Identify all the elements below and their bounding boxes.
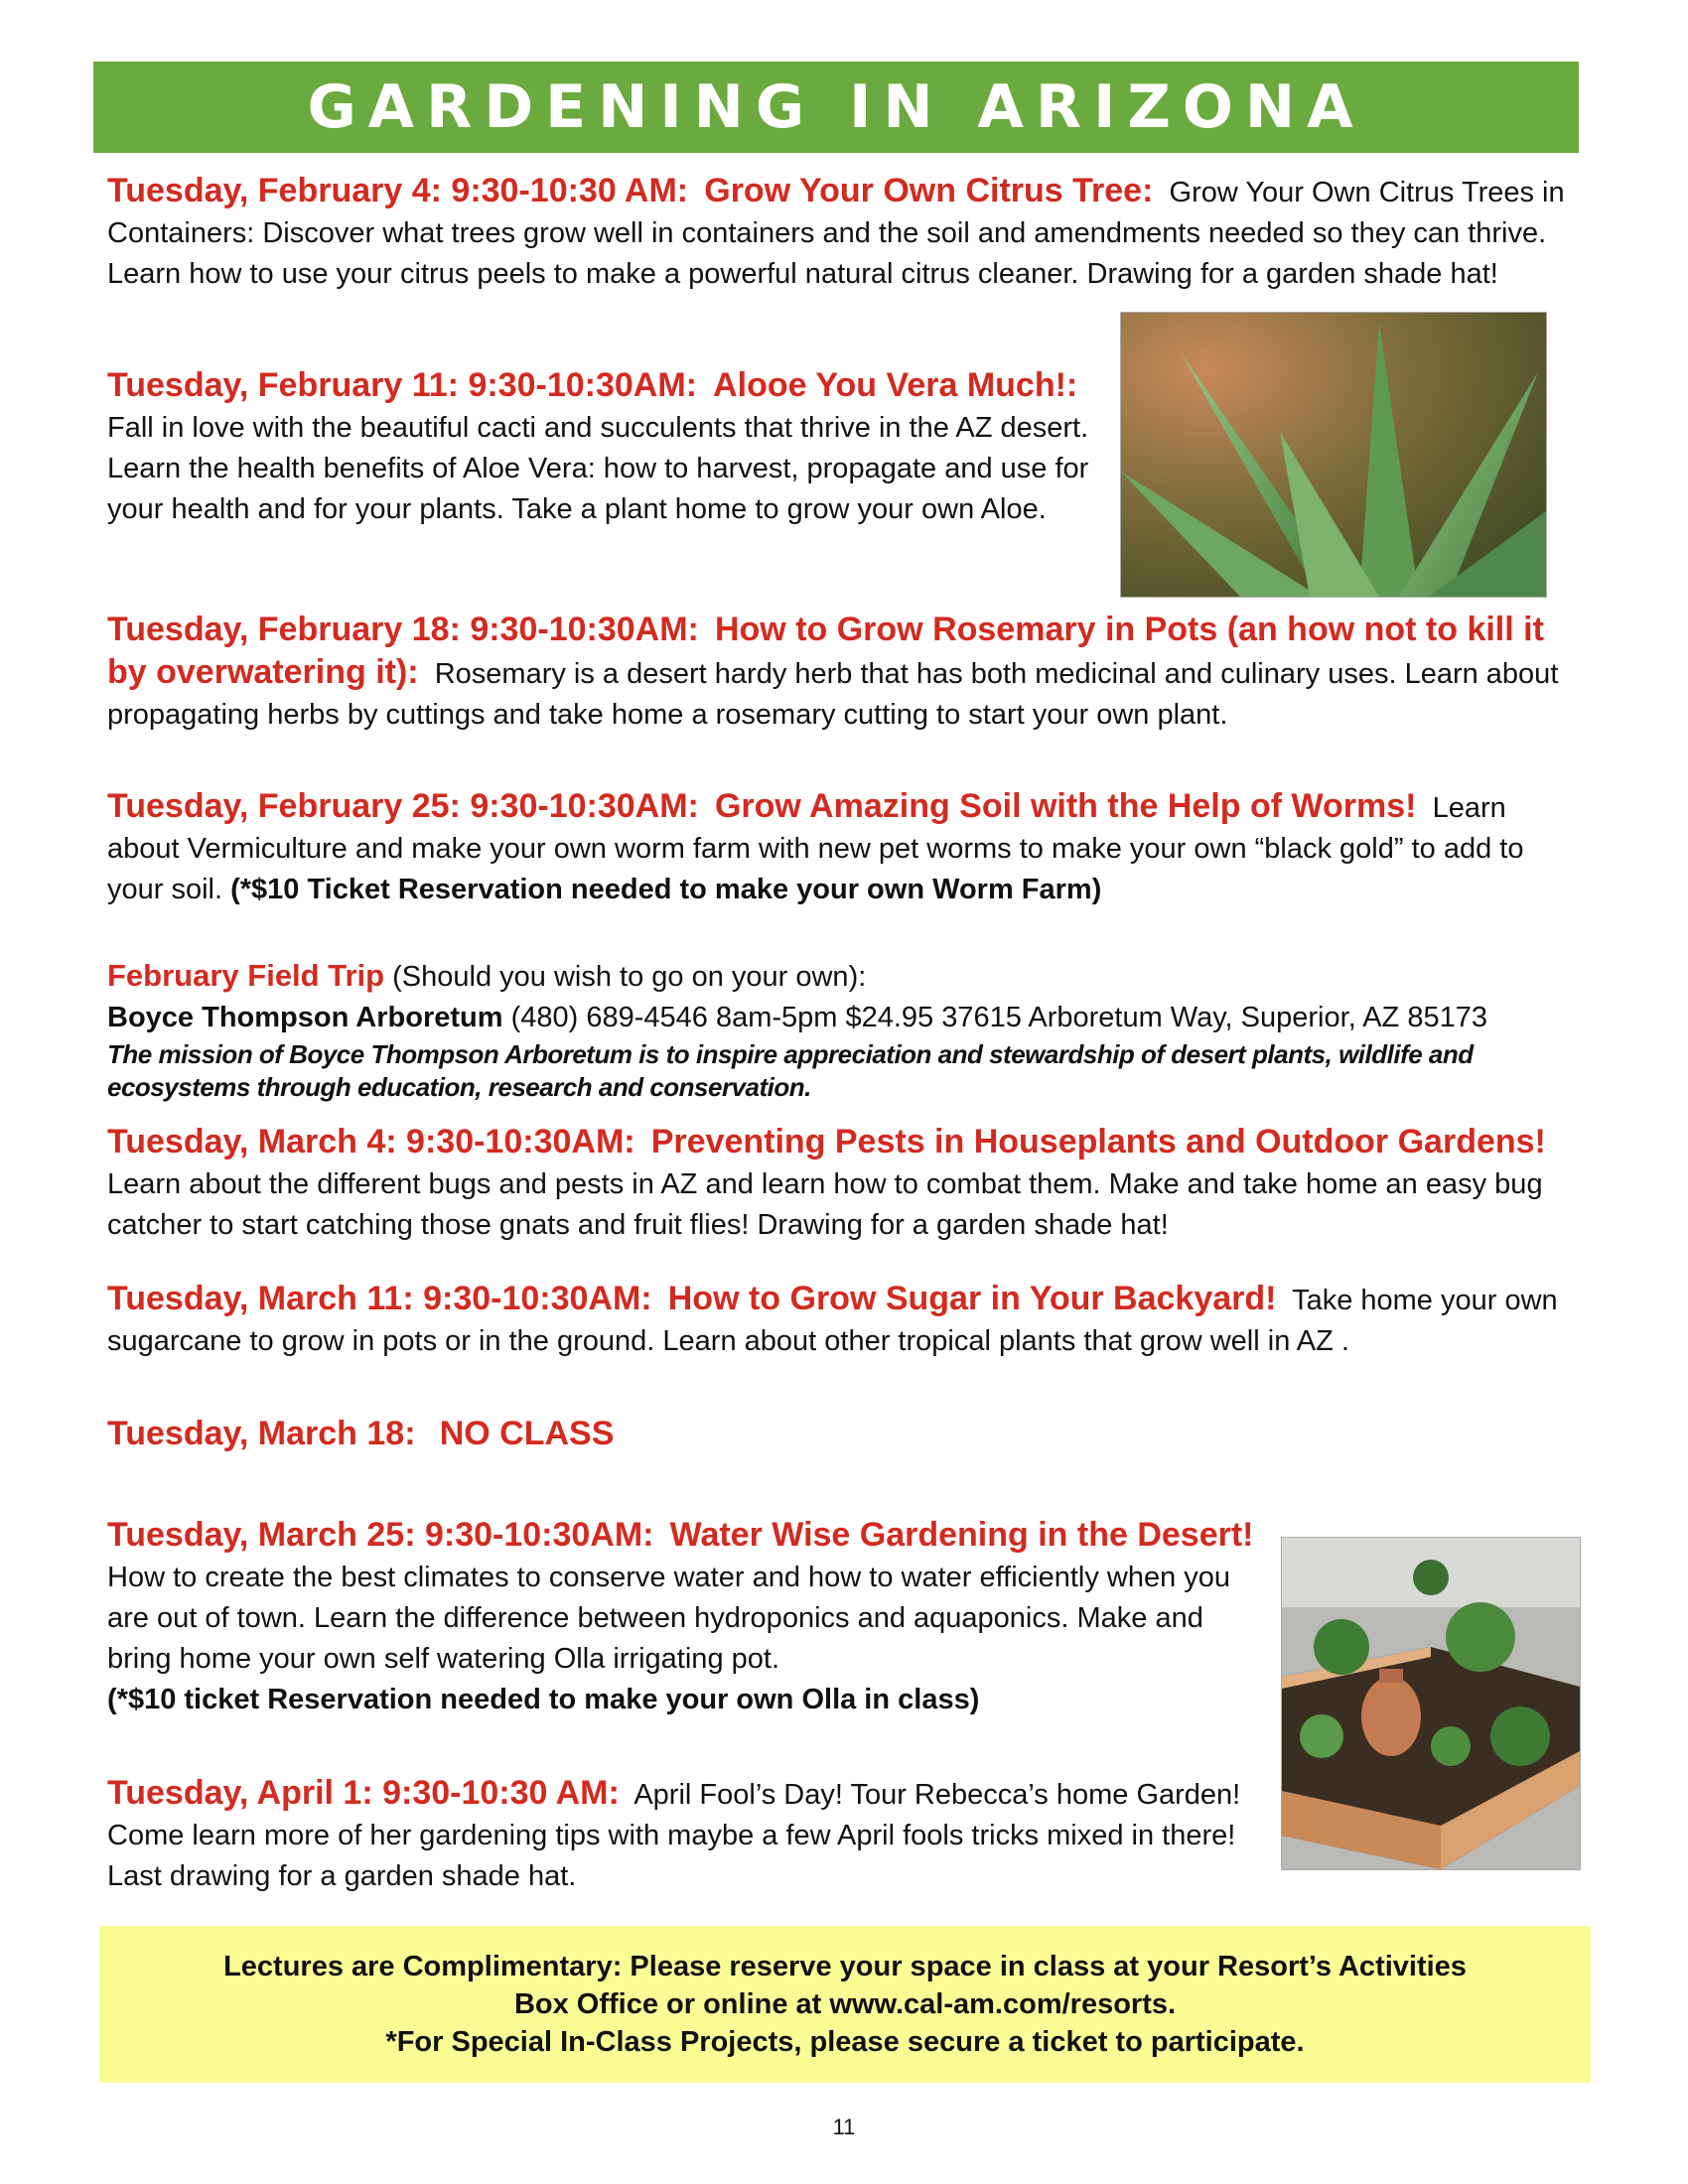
field-trip-details: (480) 689-4546 8am-5pm $24.95 37615 Arboretum Way, Superior, AZ 85173 — [510, 1002, 1487, 1033]
event-heading: Tuesday, February 4: 9:30-10:30 AM: — [107, 172, 689, 209]
field-trip-mission: The mission of Boyce Thompson Arboretum is to inspire appreciation and stewardship of desert plants, wildlife and ecosystems through education, research and conservation. — [107, 1039, 1474, 1102]
aloe-vera-photo — [1120, 312, 1547, 598]
event-body: Grow Your Own Citrus Trees in Containers: Discover what trees grow well in containers and the soil and amendments needed so they can thrive. Learn how to use your citrus peels to make a powerful natural citrus cleaner. Drawing for a garden shade hat! — [107, 177, 1565, 290]
event-note: (*$10 ticket Reservation needed to make your own Olla in class) — [107, 1684, 980, 1715]
event-body: Rosemary is a desert hardy herb that has both medicinal and culinary uses. Learn about propagating herbs by cuttings and take home a rosemary cutting to start your own plant. — [107, 658, 1559, 731]
field-trip-place: Boyce Thompson Arboretum — [107, 1002, 503, 1033]
page-title: GARDENING IN ARIZONA — [307, 72, 1365, 142]
event-feb-11 — [107, 365, 1100, 530]
notice-line-1: Lectures are Complimentary: Please reserve your space in class at your Resort’s Activities — [223, 1951, 1467, 1982]
event-topic: Alooe You Vera Much!: — [713, 366, 1078, 404]
event-mar-18 — [107, 1414, 1567, 1456]
page-number: 11 — [832, 2115, 856, 2139]
event-feb-4 — [107, 171, 1567, 295]
event-heading: Tuesday, February 18: 9:30-10:30AM: — [107, 611, 699, 648]
raised-garden-bed-photo — [1281, 1537, 1581, 1870]
event-topic: Preventing Pests in Houseplants and Outdoor Gardens! — [650, 1123, 1546, 1160]
event-heading: Tuesday, April 1: 9:30-10:30 AM: — [107, 1774, 620, 1812]
event-body: Fall in love with the beautiful cacti and succulents that thrive in the AZ desert. Learn the health benefits of Aloe Vera: how to harvest, propagate and use for your health and for your plants. Take a plant home to grow your own Aloe. — [107, 412, 1089, 525]
event-heading: Tuesday, March 4: 9:30-10:30AM: — [107, 1123, 635, 1160]
event-topic: NO CLASS — [439, 1415, 615, 1452]
event-heading: Tuesday, February 25: 9:30-10:30AM: — [107, 787, 699, 825]
event-apr-1 — [107, 1773, 1269, 1897]
field-trip — [107, 955, 1567, 1104]
event-heading: Tuesday, March 11: 9:30-10:30AM: — [107, 1280, 652, 1317]
event-heading: Tuesday, February 11: 9:30-10:30AM: — [107, 366, 697, 404]
event-topic: How to Grow Sugar in Your Backyard! — [667, 1280, 1277, 1317]
event-note: (*$10 Ticket Reservation needed to make your own Worm Farm) — [230, 874, 1102, 905]
reservation-notice — [99, 1926, 1591, 2083]
event-heading: Tuesday, March 18: — [107, 1415, 416, 1452]
event-topic: How to Grow Rosemary in Pots (an how not to kill it by overwatering it): — [107, 611, 1544, 691]
event-mar-25 — [107, 1515, 1269, 1720]
event-body: Learn about the different bugs and pests in AZ and learn how to combat them. Make and take home an easy bug catcher to start catching those gnats and fruit flies! Drawing for a garden shade hat! — [107, 1168, 1543, 1241]
field-trip-heading: February Field Trip — [107, 958, 385, 993]
event-body: April Fool’s Day! Tour Rebecca’s home Garden! Come learn more of her gardening tips with maybe a few April fools tricks mixed in there! Last drawing for a garden shade hat. — [107, 1779, 1241, 1892]
event-topic: Grow Your Own Citrus Tree: — [704, 172, 1154, 209]
event-feb-18 — [107, 610, 1567, 736]
event-body: Learn about Vermiculture and make your own worm farm with new pet worms to make your own “black gold” to add to your soil. — [107, 792, 1524, 905]
event-body: How to create the best climates to conserve water and how to water efficiently when you are out of town. Learn the difference between hydroponics and aquaponics. Make and bring home your own self watering Olla irrigating pot. — [107, 1562, 1231, 1675]
event-feb-25 — [107, 786, 1567, 910]
title-banner — [93, 62, 1579, 153]
notice-line-3: *For Special In-Class Projects, please secure a ticket to participate. — [385, 2026, 1305, 2058]
event-heading: Tuesday, March 25: 9:30-10:30AM: — [107, 1516, 654, 1554]
field-trip-aside: (Should you wish to go on your own): — [392, 961, 867, 993]
event-mar-11 — [107, 1279, 1567, 1362]
event-topic: Water Wise Gardening in the Desert! — [669, 1516, 1254, 1554]
event-mar-4 — [107, 1122, 1567, 1246]
notice-line-2: Box Office or online at www.cal-am.com/resorts. — [513, 1988, 1177, 2020]
event-topic: Grow Amazing Soil with the Help of Worms! — [714, 787, 1417, 825]
event-body: Take home your own sugarcane to grow in pots or in the ground. Learn about other tropical plants that grow well in AZ . — [107, 1285, 1558, 1357]
